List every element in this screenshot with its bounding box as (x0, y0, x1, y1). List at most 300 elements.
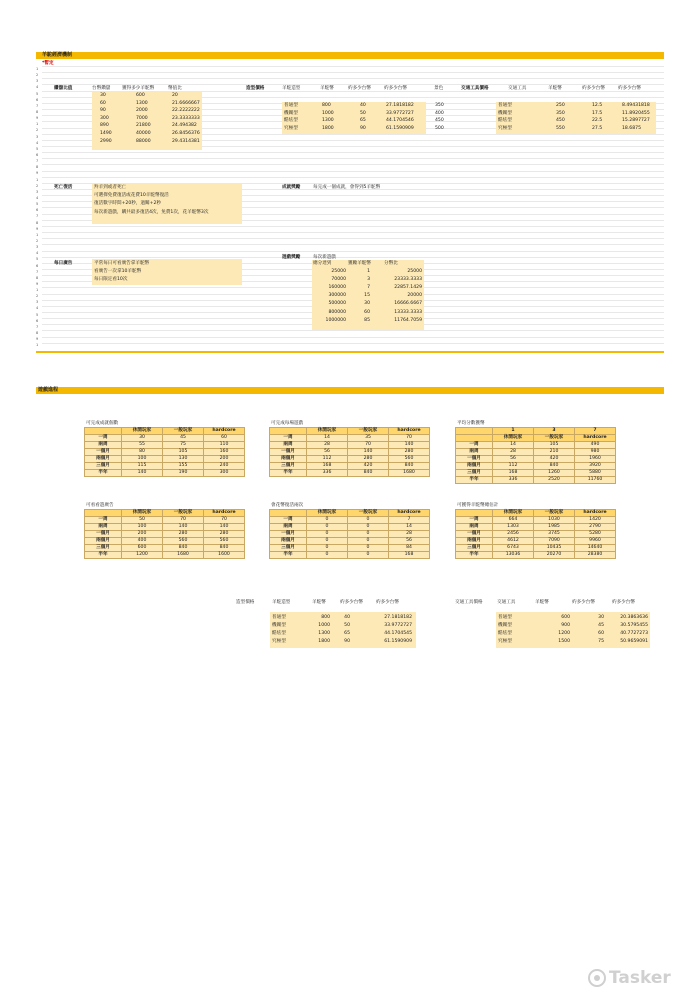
row-number: 1 (36, 232, 39, 237)
table-cell: 2990 (100, 138, 112, 144)
table-cell: 1420 (575, 517, 616, 524)
table-cell: 1000 (322, 110, 334, 116)
revive-label: 死亡復活 (54, 185, 73, 190)
column-header: 一般玩家 (348, 428, 389, 435)
table-row (85, 524, 245, 531)
table-cell: 350 (556, 110, 565, 116)
row-number: 7 (36, 269, 39, 274)
row-number: 1 (36, 343, 39, 348)
table-cell: 30 (598, 615, 604, 620)
progress-table-title: 平均分數獲幣 (457, 421, 485, 426)
sheet1-bottom-bar (36, 351, 664, 353)
sheet2-title: 遊戲進程 (38, 387, 59, 393)
sheet1-note: *暫定 (42, 61, 54, 66)
table-cell: 14640 (575, 545, 616, 552)
table-cell: 160 (204, 449, 245, 456)
row-number: 3 (36, 300, 39, 305)
column-header: 約多少台幣 (572, 600, 595, 605)
table-cell: 20.3863636 (620, 615, 648, 620)
grid-line (42, 152, 664, 153)
column-subheader: 一般玩家 (534, 435, 575, 442)
table-cell: 17.5 (592, 110, 603, 116)
table-cell: 1600 (204, 552, 245, 559)
table-cell: 22.2222222 (172, 108, 200, 114)
table-row (456, 538, 616, 545)
table-row (456, 517, 616, 524)
table-cell: 1800 (318, 639, 330, 644)
table-cell: 55 (122, 442, 163, 449)
row-number: 5 (36, 202, 39, 207)
table-cell: 1300 (136, 100, 148, 106)
revive-line: 復活數字時間+20秒，過關+2秒 (94, 201, 161, 207)
row-label: 兩個月 (270, 456, 307, 463)
table-cell: 240 (204, 463, 245, 470)
table-cell: 70 (389, 435, 430, 442)
daily-line: 看廣告一次拿10羊駝幣 (94, 268, 142, 274)
table-cell: 280 (204, 531, 245, 538)
diamond-label: 鑽儲比值 (54, 86, 73, 91)
table-cell: 3920 (575, 463, 616, 470)
column-header: hardcore (204, 510, 245, 517)
table-cell: 60 (364, 309, 370, 315)
table-cell: 44.1704545 (384, 631, 412, 636)
table-cell: 1500 (558, 639, 570, 644)
table-row (270, 456, 430, 463)
progress-table-title: 可看看遊廣告 (86, 503, 114, 508)
row-label: 半年 (85, 552, 122, 559)
column-header (270, 428, 307, 435)
row-number: 1 (36, 288, 39, 293)
column-header: 台幣鑽儲 (92, 86, 111, 91)
table-cell: 200 (204, 456, 245, 463)
table-cell: 105 (163, 449, 204, 456)
table-cell: 1300 (322, 118, 334, 124)
table-cell: 20270 (534, 552, 575, 559)
table-row (270, 524, 430, 531)
table-cell: 350 (435, 103, 444, 108)
table-cell: 7 (367, 285, 370, 291)
revive-line: 可選擇免費復活或花費10羊駝幣復活 (94, 193, 169, 199)
table-cell: 究極型 (284, 125, 298, 131)
table-cell: 3 (367, 277, 370, 283)
table-cell: 45 (163, 435, 204, 442)
column-header: 羊駝造型 (282, 86, 301, 91)
table-cell: 65 (344, 631, 350, 636)
row-label: 三個月 (85, 545, 122, 552)
vehicle-label: 交通工具價格 (461, 86, 489, 91)
row-label: 半年 (270, 552, 307, 559)
column-header: hardcore (389, 428, 430, 435)
grid-line (42, 164, 664, 165)
row-label: 兩周 (270, 442, 307, 449)
table-cell: 560 (204, 538, 245, 545)
row-label: 兩周 (456, 524, 493, 531)
table-cell: 50 (360, 110, 366, 116)
table-row (270, 442, 430, 449)
table-cell: 800 (322, 103, 331, 108)
table-row (456, 463, 616, 470)
table-cell: 1490 (100, 131, 112, 136)
column-header: 羊駝幣 (312, 600, 326, 605)
table-cell: 1000000 (325, 317, 346, 323)
table-cell: 300 (204, 470, 245, 477)
table-cell: 28 (389, 531, 430, 538)
watermark-text: Tasker (609, 968, 671, 988)
table-cell: 7090 (534, 538, 575, 545)
table-row (270, 531, 430, 538)
tasker-logo-icon (588, 969, 606, 987)
grid-line (42, 257, 664, 258)
column-header: 羊駝幣 (548, 86, 562, 91)
table-cell: 75 (163, 442, 204, 449)
tasker-watermark (588, 968, 671, 988)
row-number: 9 (36, 337, 39, 342)
table-cell: 1303 (493, 524, 534, 531)
table-cell: 5880 (575, 470, 616, 477)
table-cell: 500 (435, 125, 444, 131)
row-number: 6 (36, 97, 39, 102)
scenery-label: 景色 (434, 86, 444, 91)
table-cell: 140 (389, 442, 430, 449)
table-cell: 普通型 (284, 103, 298, 108)
grid-line (42, 343, 664, 344)
table-cell: 2456 (493, 531, 534, 538)
table-cell: 400 (122, 538, 163, 545)
table-cell: 28380 (575, 552, 616, 559)
row-number: 2 (36, 183, 39, 188)
table-cell: 10435 (534, 545, 575, 552)
table-cell: 2790 (575, 524, 616, 531)
table-cell: 140 (348, 449, 389, 456)
table-cell: 2520 (534, 477, 575, 484)
row-label: 半年 (85, 470, 122, 477)
table-cell: 29.4314381 (172, 138, 200, 144)
table-cell: 7 (389, 517, 430, 524)
table-cell: 25000 (407, 269, 422, 274)
table-cell: 140 (204, 524, 245, 531)
column-header: 一般玩家 (534, 510, 575, 517)
table-cell: 究極型 (498, 125, 512, 131)
row-label: 一個月 (85, 449, 122, 456)
table-cell: 450 (435, 118, 444, 124)
table-row (270, 552, 430, 559)
table-cell: 5280 (575, 531, 616, 538)
row-number: 4 (36, 85, 39, 90)
column-header: 約多少台幣 (582, 86, 605, 91)
row-number: 7 (36, 214, 39, 219)
row-number: 3 (36, 134, 39, 139)
row-label: 兩個月 (85, 538, 122, 545)
row-number: 5 (36, 91, 39, 96)
row-numbers (36, 66, 41, 348)
row-number: 7 (36, 103, 39, 108)
table-cell: 22857.1429 (394, 285, 422, 291)
column-header: 休閒玩家 (307, 428, 348, 435)
table-cell: 機關型 (272, 623, 286, 628)
table-row (270, 517, 430, 524)
table-cell: 50 (344, 623, 350, 628)
table-cell: 45 (598, 623, 604, 628)
table-row (270, 449, 430, 456)
table-cell: 840 (204, 545, 245, 552)
table-cell: 1200 (122, 552, 163, 559)
column-subheader (456, 435, 493, 442)
row-label: 兩周 (85, 442, 122, 449)
row-number: 7 (36, 159, 39, 164)
column-header: 約多少台幣 (348, 86, 371, 91)
table-cell: 61.1590909 (384, 639, 412, 644)
table-cell: 0 (348, 524, 389, 531)
game-reward-title: 每次新遊戲 (313, 255, 336, 260)
table-cell: 1800 (322, 125, 334, 131)
table-cell: 40000 (136, 131, 151, 136)
grid-line (42, 78, 664, 79)
column-header: 總分達到 (313, 261, 332, 266)
table-cell: 28 (493, 449, 534, 456)
table-cell: 16666.6667 (394, 301, 422, 307)
row-number: 4 (36, 195, 39, 200)
table-cell: 100 (122, 524, 163, 531)
table-cell: 840 (389, 463, 430, 470)
achievement-text: 每完成一個成就，會得到5羊駝幣 (313, 185, 381, 190)
table-cell: 普通型 (498, 103, 512, 108)
skin-label: 造型價格 (246, 86, 265, 91)
table-cell: 840 (534, 463, 575, 470)
table-cell: 980 (575, 449, 616, 456)
column-header: 幣值比 (168, 86, 182, 91)
table-cell: 1960 (575, 456, 616, 463)
row-number: 8 (36, 165, 39, 170)
table-cell: 25000 (331, 269, 346, 274)
table-cell: 56 (307, 449, 348, 456)
table-row (85, 538, 245, 545)
table-row (456, 524, 616, 531)
row-number: 3 (36, 79, 39, 84)
table-cell: 280 (348, 456, 389, 463)
row-number: 2 (36, 238, 39, 243)
table-cell: 6743 (493, 545, 534, 552)
column-subheader: 休閒玩家 (493, 435, 534, 442)
grid-line (42, 244, 664, 245)
column-subheader: hardcore (575, 435, 616, 442)
table-cell: 4612 (493, 538, 534, 545)
table-row (85, 435, 245, 442)
table-cell: 115 (122, 463, 163, 470)
table-cell: 27.5 (592, 125, 603, 131)
row-number: 4 (36, 140, 39, 145)
progress-table (269, 509, 430, 559)
row-number: 1 (36, 67, 39, 71)
sheet1-title: 羊駝經濟機制 (42, 52, 73, 58)
table-cell: 300000 (328, 293, 346, 299)
table-cell: 168 (307, 463, 348, 470)
row-number: 6 (36, 208, 39, 213)
row-label: 一周 (85, 435, 122, 442)
revive-line: 每次新遊戲，購共最多復活4次，免費1次，花羊駝幣3次 (94, 209, 209, 215)
table-cell: 2000 (136, 108, 148, 114)
row-number: 4 (36, 251, 39, 256)
table-cell: 90 (344, 639, 350, 644)
column-header: 交通工具 (508, 86, 527, 91)
row-label: 半年 (456, 552, 493, 559)
row-number: 2 (36, 73, 39, 78)
table-cell: 27.1818182 (386, 103, 414, 108)
table-cell: 840 (348, 470, 389, 477)
table-row (456, 477, 616, 484)
table-cell: 90 (360, 125, 366, 131)
table-row (270, 470, 430, 477)
table-cell: 1985 (534, 524, 575, 531)
table-row (270, 538, 430, 545)
table-cell: 800 (321, 615, 330, 620)
column-header (456, 428, 493, 435)
table-cell: 30 (122, 435, 163, 442)
row-label: 一周 (456, 517, 493, 524)
progress-table (455, 509, 616, 559)
row-number: 9 (36, 116, 39, 121)
table-cell: 酷炫型 (272, 631, 286, 636)
table-cell: 機關型 (498, 623, 512, 628)
column-header: hardcore (575, 510, 616, 517)
table-cell: 11760 (575, 477, 616, 484)
row-label: 一周 (270, 435, 307, 442)
table-cell: 490 (575, 442, 616, 449)
column-header: 分幣比 (384, 261, 398, 266)
table-cell: 70000 (331, 277, 346, 283)
table-cell: 50.9659091 (620, 639, 648, 644)
table-row (456, 531, 616, 538)
table-row (456, 456, 616, 463)
table-cell: 70 (163, 517, 204, 524)
table-cell: 13036 (493, 552, 534, 559)
table-cell: 160000 (328, 285, 346, 291)
table-cell: 80 (122, 449, 163, 456)
table-cell: 336 (307, 470, 348, 477)
table-cell: 600 (122, 545, 163, 552)
table-cell: 1680 (389, 470, 430, 477)
table-row (456, 442, 616, 449)
table-cell: 61.1590909 (386, 125, 414, 131)
table-cell: 13333.3333 (394, 309, 422, 315)
table-cell: 18.6875 (622, 125, 641, 131)
row-number: 3 (36, 189, 39, 194)
progress-table (84, 427, 245, 477)
table-cell: 105 (534, 442, 575, 449)
table-row (85, 531, 245, 538)
row-number: 7 (36, 324, 39, 329)
row-number: 1 (36, 122, 39, 127)
table-cell: 210 (534, 449, 575, 456)
row-label: 一周 (456, 442, 493, 449)
progress-table-title: 可獲得羊駝幣總估計 (457, 503, 499, 508)
table-cell: 14 (307, 435, 348, 442)
table-cell: 280 (163, 531, 204, 538)
table-cell: 30 (364, 301, 370, 307)
column-header: 一般玩家 (163, 510, 204, 517)
table-cell: 0 (307, 538, 348, 545)
table-cell: 840 (163, 545, 204, 552)
table-cell: 14 (389, 524, 430, 531)
table-cell: 21800 (136, 123, 151, 129)
column-header (85, 428, 122, 435)
table-cell: 60 (598, 631, 604, 636)
table-cell: 1680 (163, 552, 204, 559)
progress-table-title: 會花幣復活兩次 (271, 503, 304, 508)
row-label: 兩個月 (456, 463, 493, 470)
table-cell: 1000 (318, 623, 330, 628)
table-cell: 24.494382 (172, 123, 197, 129)
column-header: 7 (575, 428, 616, 435)
table-cell: 560 (389, 456, 430, 463)
table-cell: 30 (100, 93, 106, 98)
row-label: 一周 (270, 517, 307, 524)
row-label: 三個月 (270, 545, 307, 552)
column-header: 3 (534, 428, 575, 435)
table-cell: 130 (163, 456, 204, 463)
table-cell: 11.8920455 (622, 110, 650, 116)
row-label: 一個月 (270, 531, 307, 538)
table-cell: 420 (534, 456, 575, 463)
table-cell: 85 (364, 317, 370, 323)
row-number: 2 (36, 128, 39, 133)
table-cell: 3745 (534, 531, 575, 538)
table-cell: 究極型 (498, 639, 512, 644)
daily-line: 平常每日可看廣告拿羊駝幣 (94, 261, 150, 266)
table-cell: 140 (122, 470, 163, 477)
table-cell: 35 (348, 435, 389, 442)
vehicle2-label: 交通工具價格 (455, 600, 483, 605)
table-cell: 0 (348, 545, 389, 552)
table-row (270, 435, 430, 442)
table-cell: 900 (561, 623, 570, 628)
table-cell: 0 (348, 552, 389, 559)
row-label: 兩個月 (456, 538, 493, 545)
table-cell: 23.3333333 (172, 115, 200, 121)
table-cell: 550 (556, 125, 565, 131)
row-label: 兩個月 (85, 456, 122, 463)
grid-line (42, 330, 664, 331)
column-header: 約多少台幣 (612, 600, 635, 605)
table-cell: 1200 (558, 631, 570, 636)
table-cell: 0 (307, 517, 348, 524)
table-cell: 普通型 (498, 615, 512, 620)
table-cell: 0 (307, 545, 348, 552)
table-cell: 400 (435, 110, 444, 116)
column-header: 休閒玩家 (307, 510, 348, 517)
table-cell: 20 (172, 93, 178, 98)
table-row (456, 449, 616, 456)
table-cell: 機關型 (284, 110, 298, 116)
table-cell: 40 (344, 615, 350, 620)
row-number: 3 (36, 245, 39, 250)
row-number: 5 (36, 312, 39, 317)
table-cell: 27.1818182 (384, 615, 412, 620)
column-header (456, 510, 493, 517)
row-number: 8 (36, 109, 39, 114)
column-header: 休閒玩家 (122, 510, 163, 517)
column-header: 獲勵羊駝幣 (348, 261, 371, 266)
table-cell: 100 (122, 456, 163, 463)
table-cell: 1 (367, 269, 370, 274)
table-row (456, 545, 616, 552)
column-header: 約多少台幣 (384, 86, 407, 91)
table-cell: 機關型 (498, 110, 512, 116)
skin2-label: 造型價格 (236, 600, 255, 605)
progress-table (455, 427, 616, 484)
game-reward-label: 遊戲獎勵 (282, 255, 301, 260)
column-header: 約多少台幣 (340, 600, 363, 605)
table-cell: 140 (163, 524, 204, 531)
